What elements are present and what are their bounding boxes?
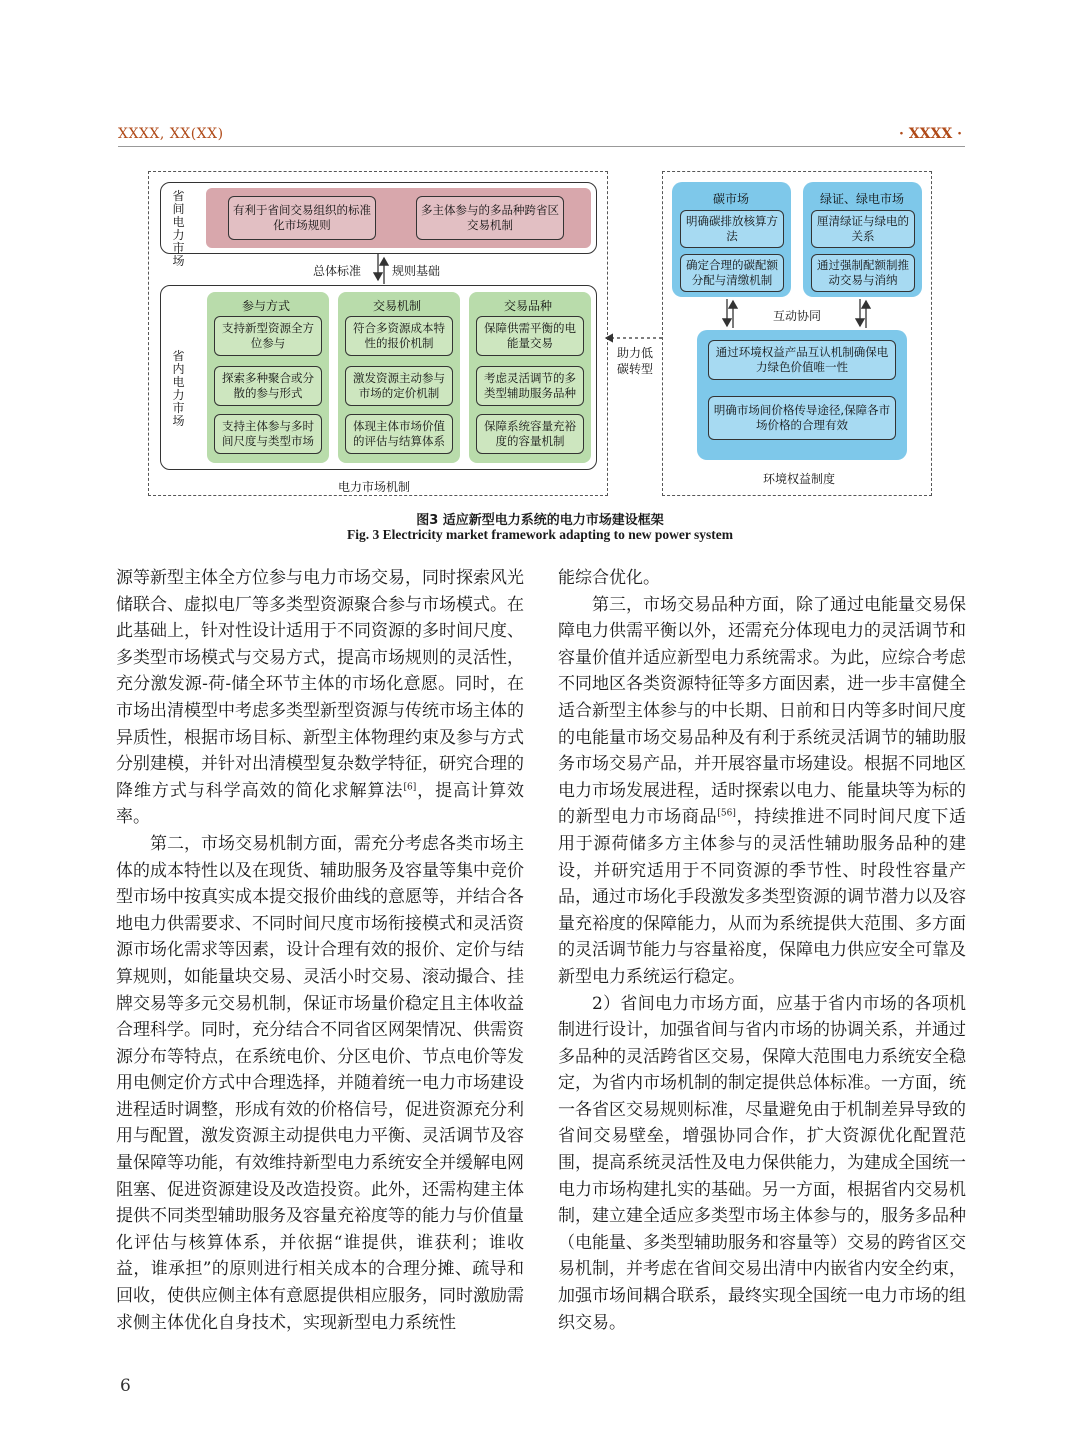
right-frame-label: 环境权益制度 [763, 472, 836, 486]
left-column [116, 565, 524, 1336]
carbon-item-1: 明确碳排放核算方法 [680, 210, 784, 248]
figure-caption-cn: 图3 适应新型电力系统的电力市场建设框架 [416, 513, 664, 528]
link-label-left: 总体标准 [313, 264, 362, 278]
green-item-1: 厘清绿证与绿电的关系 [811, 210, 915, 248]
paragraph-text: 2）省间电力市场方面，应基于省内市场的各项机制进行设计，加强省间与省内市场的协调关系，并通过多品种的灵活跨省区交易，保障大范围电力系统安全稳定，为省内市场机制的制定提供总体标准。一方面，统一各省区交易规则标准，尽量避免由于机制差异导致的省间交易壁垒，增强协同合作，扩大资源优化配置范围，提高系统灵活性及电力保供能力，为建成全国统一电力市场构建扎实的基础。另一方面，根据省内交易机制，建立建全适应多类型市场主体参与的，服务多品种（电能量、多类型辅助服务和容量等）交易的跨省区交易机制，并考虑在省间交易出清中内嵌省内安全约束，加强市场间耦合联系，最终实现全国统一电力市场的组织交易。 [558, 993, 966, 1333]
column-title-2: 交易机制 [373, 299, 422, 313]
citation: [6] [403, 782, 417, 793]
green-market-title: 绿证、绿电市场 [820, 192, 905, 206]
bottom-item-1: 通过环境权益产品互认机制确保电力绿色价值唯一性 [708, 340, 896, 380]
bottom-item-2: 明确市场间价格传导途径,保障各市场价格的合理有效 [708, 396, 896, 440]
paragraph-tail: ，持续推进不同时间尺度下适用于源荷储多方主体参与的灵活性辅助服务品种的建设，并研究适用于不同资源的季节性、时段性容量产品，通过市场化手段激发多类型资源的调节潜力以及容量充裕度的保障能力，从而为系统提供大范围、多方面的灵活调节能力与容量裕度，保障电力供应安全可靠及新型电力系统运行稳定。 [558, 807, 967, 987]
intra-provincial-label: 省内电力市场 [172, 349, 185, 428]
col1-item-2: 探索多种聚合或分散的参与形式 [214, 366, 322, 406]
right-paragraph-1 [558, 565, 966, 592]
interaction-label: 互动协同 [773, 309, 822, 323]
paragraph-text: 源等新型主体全方位参与电力市场交易，同时探索风光储联合、虚拟电厂等多类型资源聚合参与市场模式。在此基础上，针对性设计适用于不同资源的多时间尺度、多类型市场模式与交易方式，提高市场规则的灵活性，充分激发源-荷-储全环节主体的市场化意愿。同时，在市场出清模型中考虑多类型新型资源与传统市场主体的异质性，根据市场目标、新型主体物理约束及参与方式分别建模，并针对出清模型复杂数学特征，研究合理的降维方式与科学高效的简化求解算法 [116, 568, 524, 801]
figure-3 [0, 0, 1080, 560]
col1-item-3: 支持主体参与多时间尺度与类型市场 [214, 414, 322, 454]
citation: [56] [717, 808, 736, 819]
carbon-item-2: 确定合理的碳配额分配与清缴机制 [680, 254, 784, 292]
journal-volume: XXXX, XX(XX) [118, 126, 224, 142]
low-carbon-label-1: 助力低 [617, 346, 654, 360]
right-column [558, 565, 966, 1336]
col3-item-1: 保障供需平衡的电能量交易 [476, 316, 584, 356]
col1-item-1: 支持新型资源全方位参与 [214, 316, 322, 356]
column-title-3: 交易品种 [504, 299, 553, 313]
green-item-2: 通过强制配额制推动交易与消纳 [811, 254, 915, 292]
col2-item-1: 符合多资源成本特性的报价机制 [345, 316, 453, 356]
col3-item-3: 保障系统容量充裕度的容量机制 [476, 414, 584, 454]
col2-item-3: 体现主体市场价值的评估与结算体系 [345, 414, 453, 454]
link-label-right: 规则基础 [392, 264, 441, 278]
column-title-1: 参与方式 [242, 299, 291, 313]
paragraph-text: 第二，市场交易机制方面，需充分考虑各类市场主体的成本特性以及在现货、辅助服务及容量等集中竞价型市场中按真实成本提交报价曲线的意愿等，并结合各地电力供需要求、不同时间尺度市场衔接模式和灵活资源市场化需求等因素，设计合理有效的报价、定价与结算规则，如能量块交易、灵活小时交易、滚动撮合、挂牌交易等多元交易机制，保证市场量价稳定且主体收益合理科学。同时，充分结合不同省区网架情况、供需资源分布等特点，在系统电价、分区电价、节点电价等发用电侧定价方式中合理选择，并随着统一电力市场建设进程适时调整，形成有效的价格信号，促进资源充分利用与配置，激发资源主动提供电力平衡、灵活调节及容量保障等功能，有效维持新型电力系统安全并缓解电网阻塞、促进资源建设及改造投资。此外，还需构建主体提供不同类型辅助服务及容量充裕度等的能力与价值量化评估与核算体系，并依据“谁提供，谁获利；谁收益，谁承担”的原则进行相关成本的合理分摊、疏导和回收，使供应侧主体有意愿提供相应服务，同时激励需求侧主体优化自身技术，实现新型电力系统性 [116, 833, 524, 1333]
figure-arrows [0, 0, 1080, 560]
figure-caption-en: Fig. 3 Electricity market framework adapting to new power system [347, 527, 733, 542]
inter-provincial-label: 省间电力市场 [172, 189, 185, 268]
left-paragraph-2 [116, 831, 524, 1336]
page-number: 6 [120, 1376, 131, 1396]
paragraph-text: 能综合优化。 [558, 568, 660, 588]
inter-item-2: 多主体参与的多品种跨省区交易机制 [416, 196, 564, 240]
left-frame-label: 电力市场机制 [338, 480, 411, 494]
col2-item-2: 激发资源主动参与市场的定价机制 [345, 366, 453, 406]
right-paragraph-3 [558, 991, 966, 1337]
col3-item-2: 考虑灵活调节的多类型辅助服务品种 [476, 366, 584, 406]
paragraph-text: 第三，市场交易品种方面，除了通过电能量交易保障电力供需平衡以外，还需充分体现电力的灵活调节和容量价值并适应新型电力系统需求。为此，应综合考虑不同地区各类资源特征等多方面因素，进一步丰富健全适合新型主体参与的中长期、日前和日内等多时间尺度的电能量市场交易品种及有利于系统灵活调节的辅助服务市场交易产品，并开展容量市场建设。根据不同地区电力市场发展进程，适时探索以电力、能量块等为标的的新型电力市场商品 [558, 594, 966, 828]
carbon-market-title: 碳市场 [713, 192, 750, 206]
low-carbon-label-2: 碳转型 [617, 362, 654, 376]
inter-item-1: 有利于省间交易组织的标准化市场规则 [228, 196, 376, 240]
paragraph-tail: ，提高计算效率。 [116, 780, 525, 828]
right-paragraph-2 [558, 592, 966, 991]
left-paragraph-1 [116, 565, 524, 831]
journal-name: · XXXX · [899, 126, 962, 142]
